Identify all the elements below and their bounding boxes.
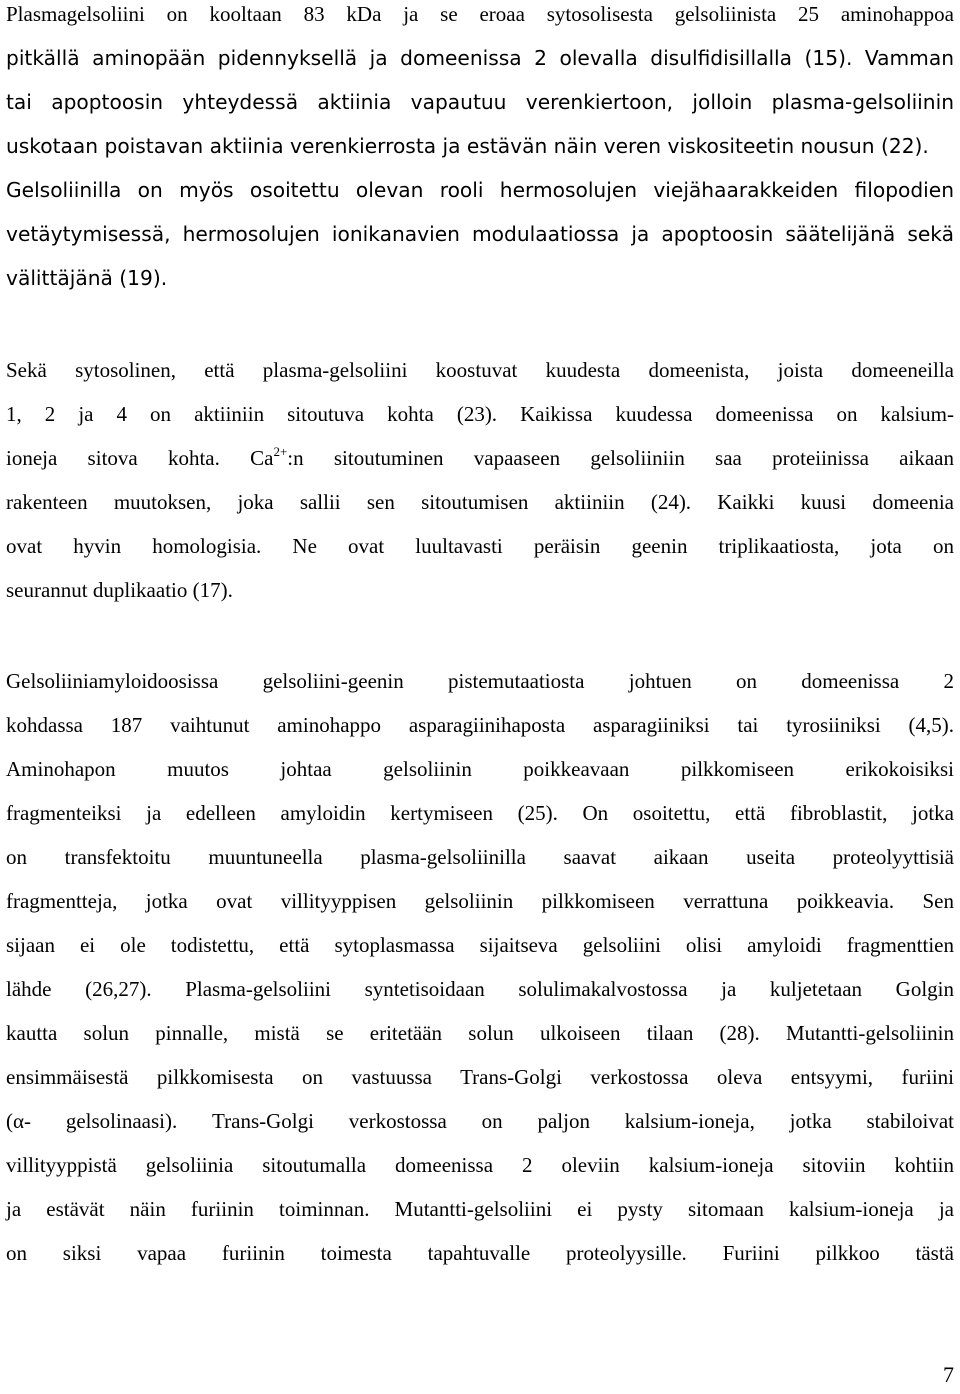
text-segment: :n sitoutuminen vapaaseen gelsoliiniin saa proteiinissa aikaan xyxy=(287,446,954,470)
text-line: pitkällä aminopään pidennyksellä ja domeenissa 2 olevalla disulfidisillalla (15). Vamman xyxy=(6,46,954,70)
text-line: 1, 2 ja 4 on aktiiniin sitoutuva kohta (23). Kaikissa kuudessa domeenissa on kalsium- xyxy=(6,402,954,426)
page-number: 7 xyxy=(943,1362,954,1387)
text-line: fragmenteiksi ja edelleen amyloidin kertymiseen (25). On osoitettu, että fibroblastit, jotka xyxy=(6,801,954,825)
paragraph-1 xyxy=(6,0,954,300)
text-line: uskotaan poistavan aktiinia verenkierrosta ja estävän näin veren viskositeetin nousun (22). xyxy=(6,134,929,158)
text-line: on transfektoitu muuntuneella plasma-gelsoliinilla saavat aikaan useita proteolyyttisiä xyxy=(6,845,954,869)
text-line: ovat hyvin homologisia. Ne ovat luultavasti peräisin geenin triplikaatiosta, jota on xyxy=(6,534,954,558)
paragraph-3 xyxy=(6,659,954,1275)
text-line: sijaan ei ole todistettu, että sytoplasmassa sijaitseva gelsoliini olisi amyloidi fragmenttien xyxy=(6,933,954,957)
superscript-charge: 2+ xyxy=(273,444,288,459)
text-line: Gelsoliinilla on myös osoitettu olevan rooli hermosolujen viejähaarakkeiden filopodien xyxy=(6,178,954,202)
text-line: on siksi vapaa furiinin toimesta tapahtuvalle proteolyysille. Furiini pilkkoo tästä xyxy=(6,1241,954,1265)
text-line xyxy=(6,436,954,480)
text-line: seurannut duplikaatio (17). xyxy=(6,578,233,602)
text-line: Gelsoliiniamyloidoosissa gelsoliini-geenin pistemutaatiosta johtuen on domeenissa 2 xyxy=(6,669,954,693)
text-line: Sekä sytosolinen, että plasma-gelsoliini koostuvat kuudesta domeenista, joista domeeneilla xyxy=(6,358,954,382)
text-line: (α- gelsolinaasi). Trans-Golgi verkostossa on paljon kalsium-ioneja, jotka stabiloivat xyxy=(6,1109,954,1133)
text-line: lähde (26,27). Plasma-gelsoliini syntetisoidaan solulimakalvostossa ja kuljetetaan Golgin xyxy=(6,977,954,1001)
text-line: fragmentteja, jotka ovat villityyppisen gelsoliinin pilkkomiseen verrattuna poikkeavia. Sen xyxy=(6,889,954,913)
text-line: vetäytymisessä, hermosolujen ionikanavien modulaatiossa ja apoptoosin säätelijänä sekä xyxy=(6,222,954,246)
text-line: rakenteen muutoksen, joka sallii sen sitoutumisen aktiiniin (24). Kaikki kuusi domeenia xyxy=(6,490,954,514)
text-segment: ioneja sitova kohta. Ca xyxy=(6,446,274,470)
text-line: kautta solun pinnalle, mistä se eritetään solun ulkoiseen tilaan (28). Mutantti-gelsoliinin xyxy=(6,1021,954,1045)
text-line: välittäjänä (19). xyxy=(6,266,168,290)
text-line: kohdassa 187 vaihtunut aminohappo asparagiinihaposta asparagiiniksi tai tyrosiiniksi (4,5). xyxy=(6,713,954,737)
paragraph-2 xyxy=(6,348,954,612)
text-line: ensimmäisestä pilkkomisesta on vastuussa Trans-Golgi verkostossa oleva entsyymi, furiini xyxy=(6,1065,954,1089)
text-line: Aminohapon muutos johtaa gelsoliinin poikkeavaan pilkkomiseen erikokoisiksi xyxy=(6,757,954,781)
text-line: ja estävät näin furiinin toiminnan. Mutantti-gelsoliini ei pysty sitomaan kalsium-ioneja ja xyxy=(6,1197,954,1221)
text-line: tai apoptoosin yhteydessä aktiinia vapautuu verenkiertoon, jolloin plasma-gelsoliinin xyxy=(6,90,954,114)
text-line: villityyppistä gelsoliinia sitoutumalla domeenissa 2 oleviin kalsium-ioneja sitoviin kohtiin xyxy=(6,1153,954,1177)
text-line: Plasmagelsoliini on kooltaan 83 kDa ja se eroaa sytosolisesta gelsoliinista 25 aminohappoa xyxy=(6,2,954,26)
